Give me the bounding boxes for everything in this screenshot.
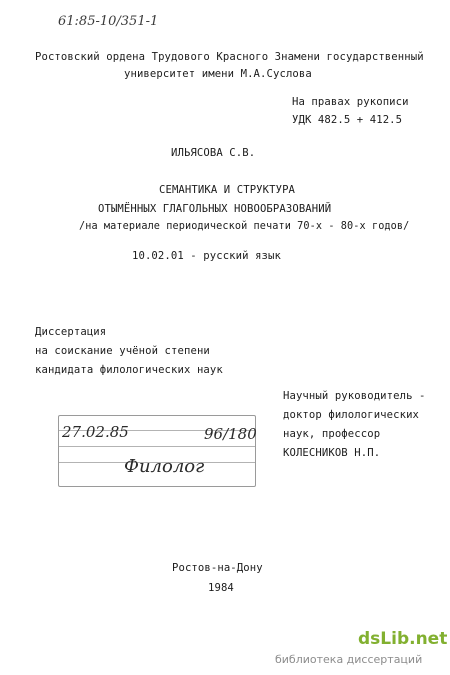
stamp-date-handwritten: 27.02.85 xyxy=(62,423,129,441)
specialty-code: 10.02.01 - русский язык xyxy=(132,250,281,262)
degree-sought-line: на соискание учёной степени xyxy=(35,345,210,357)
dissertation-title-line-3: /на материале периодической печати 70-х - 80-х годов/ xyxy=(79,221,410,232)
dslib-watermark-tagline: библиотека диссертаций xyxy=(275,653,423,666)
handwritten-catalog-code: 61:85-10/351-1 xyxy=(58,14,159,29)
supervisor-title: наук, профессор xyxy=(283,428,381,440)
supervisor-degree: доктор филологических xyxy=(283,409,420,421)
stamp-signature-handwritten: Филолог xyxy=(124,456,205,477)
udk-code: УДК 482.5 + 412.5 xyxy=(292,114,403,126)
dissertation-title-line-1: СЕМАНТИКА И СТРУКТУРА xyxy=(159,184,296,196)
stamp-number-handwritten: 96/180 xyxy=(204,425,257,443)
dissertation-title-line-2: ОТЫМЁННЫХ ГЛАГОЛЬНЫХ НОВООБРАЗОВАНИЙ xyxy=(98,203,332,215)
city: Ростов-на-Дону xyxy=(172,562,263,574)
institution-line-2: университет имени М.А.Суслова xyxy=(124,68,312,80)
stamp-divider xyxy=(59,446,255,447)
supervisor-label: Научный руководитель - xyxy=(283,390,426,402)
institution-line-1: Ростовский ордена Трудового Красного Знамени государственный xyxy=(35,51,424,63)
dissertation-label: Диссертация xyxy=(35,326,107,338)
dslib-watermark-logo: dsLib.net xyxy=(358,629,448,649)
author-name: ИЛЬЯСОВА С.В. xyxy=(171,147,256,159)
supervisor-name: КОЛЕСНИКОВ Н.П. xyxy=(283,447,381,459)
year: 1984 xyxy=(208,582,234,594)
degree-name-line: кандидата филологических наук xyxy=(35,364,223,376)
manuscript-rights-label: На правах рукописи xyxy=(292,96,409,108)
